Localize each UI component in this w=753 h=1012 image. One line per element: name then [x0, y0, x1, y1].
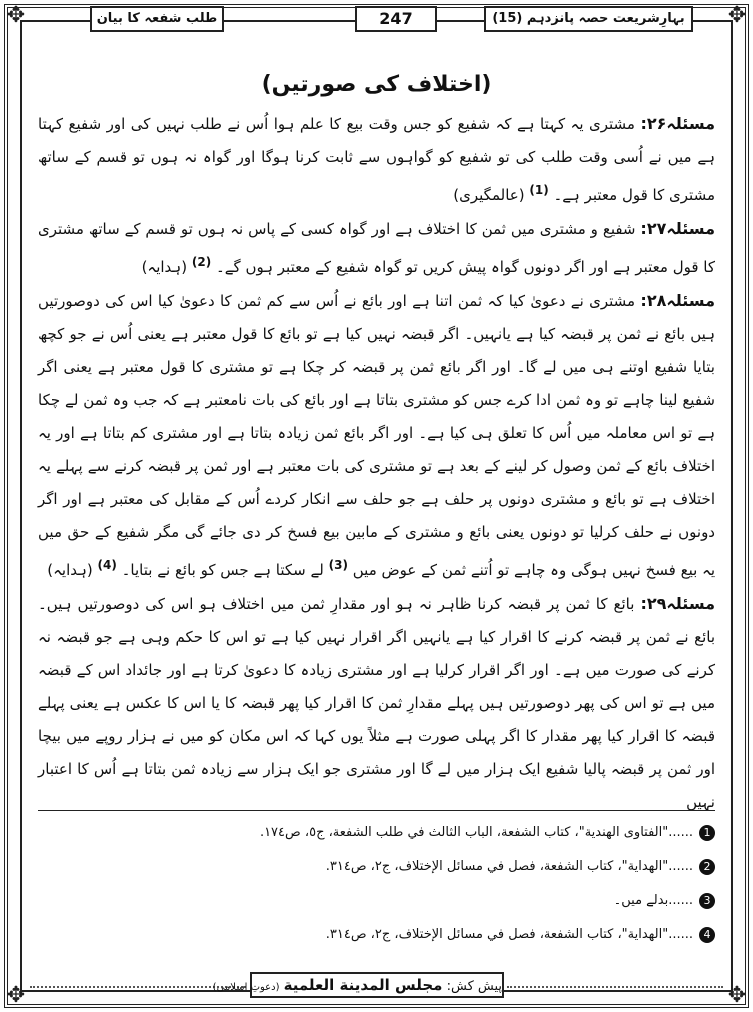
footnote-number: 4: [699, 927, 715, 943]
masala-text: شفیع و مشتری میں ثمن کا اختلاف ہے اور گواہ کسی کے پاس نہ ہوں تو قسم کے ساتھ مشتری کا قول معتبر ہے اور اگر دونوں گواہ پیش کریں تو گواہ شفیع کے معتبر ہوں گے۔: [38, 220, 715, 276]
masala-27: [38, 212, 715, 284]
masala-label: مسئلہ۲۶:: [640, 114, 715, 133]
page-header: [20, 6, 733, 30]
section-title: (اختلاف کی صورتیں): [261, 72, 492, 97]
masala-label: مسئلہ۲۹:: [640, 594, 715, 613]
footnote-divider: [38, 810, 715, 811]
page-body: [38, 72, 715, 819]
footnote-ref: (4): [97, 558, 117, 572]
footnote-number: 3: [699, 893, 715, 909]
footnote-text: ......"الهداية"، كتاب الشفعة، فصل في مسائل الإختلاف، ج٢، ص٣١٤.: [325, 859, 693, 874]
masala-label: مسئلہ۲۷:: [640, 219, 715, 238]
masala-text: مشتری یہ کہتا ہے کہ شفیع کو جس وقت بیع کا علم ہوا اُس نے طلب نہیں کی اور شفیع کہتا ہے میں نے اُسی وقت طلب کی تو شفیع کو گواہوں سے ثابت کرنا ہوگا اور گواہ نہ ہوں تو قسم کے ساتھ مشتری کا قول معتبر ہے۔: [38, 115, 715, 204]
footnote-text: ......بدلے میں۔: [613, 893, 693, 908]
footnote-item: [38, 818, 715, 847]
book-title: بہارِشریعت حصہ پانزدہم (15): [484, 6, 693, 32]
footnote-ref: (2): [191, 255, 212, 269]
masala-29: [38, 587, 715, 819]
corner-ornament-icon: ✥: [6, 983, 26, 1008]
footnote-text: ......"الهداية"، كتاب الشفعة، فصل في مسائل الإختلاف، ج٢، ص٣١٤.: [325, 927, 693, 942]
masala-text: مشتری نے دعویٰ کیا کہ ثمن اتنا ہے اور بائع نے اُس سے کم ثمن کا دعویٰ کیا اس کی دوصورتیں ہیں بائع نے ثمن پر قبضہ کیا ہے یانہیں۔ اگر قبضہ نہیں کیا ہے تو بائع کا قول معتبر ہے یعنی اُس نے جو کچھ بتایا شفیع اوتنے ہی میں لے گا۔ اور اگر بائع ثمن پر قبضہ کر چکا ہے تو مشتری کا قول معتبر ہے یعنی اگر شفیع لینا چاہے تو وہ ثمن ادا کرے جس کو مشتری بتاتا ہے اور بائع کی بات نامعتبر ہے کہ جب وہ ثمن لے چکا ہے تو اس معاملہ میں اُس کا تعلق ہی کیا ہے۔ اور اگر بائع ثمن زیادہ بتاتا ہے اور مشتری کم بتاتا ہے اور یہ اختلاف بائع کے ثمن وصول کر لینے کے بعد ہے تو مشتری کی بات معتبر ہے اور ثمن پر قبضہ کرنے سے پہلے یہ اختلاف ہے تو بائع و مشتری دونوں پر حلف ہے جو حلف سے انکار کردے اُس کے مقابل کی معتبر ہے اور اگر دونوں نے حلف کرلیا تو دونوں یعنی بائع و مشتری کے مابین بیع فسخ کر دی جائے گی مگر شفیع کے حق میں یہ بیع فسخ نہیں ہوگی وہ چاہے تو اُتنے ثمن کے عوض میں: [38, 292, 715, 579]
footer-publisher: مجلس المدينة العلمية: [283, 976, 443, 994]
chapter-title: طلب شفعہ کا بیان: [90, 6, 224, 32]
corner-ornament-icon: ✥: [727, 983, 747, 1008]
source-citation: (عالمگیری): [453, 186, 525, 204]
source-citation: (ہدایہ): [47, 561, 93, 579]
footer-presenter: پیش کش:: [446, 979, 502, 994]
masala-28: [38, 284, 715, 587]
footnote-item: [38, 920, 715, 949]
footnote-item: [38, 852, 715, 881]
masala-label: مسئلہ۲۸:: [640, 291, 715, 310]
masala-text-continued: لے سکتا ہے جس کو بائع نے بتایا۔: [121, 561, 324, 579]
footnote-text: ......"الفتاوى الهندية"، كتاب الشفعة، الباب الثالث في طلب الشفعة، ج٥، ص١٧٤.: [259, 825, 693, 840]
footnote-ref: (3): [328, 558, 348, 572]
footnote-ref: (1): [529, 183, 549, 197]
footnote-number: 2: [699, 859, 715, 875]
page-footer: [212, 972, 504, 998]
corner-ornament-icon: ✥: [727, 3, 747, 28]
masala-26: [38, 107, 715, 212]
footer-ornament-line: [507, 986, 723, 988]
footer-org: (دعوتِ اسلامی): [212, 982, 280, 993]
footnote-number: 1: [699, 825, 715, 841]
footnotes: [38, 818, 715, 954]
source-citation: (ہدایہ): [141, 258, 188, 276]
footnote-item: [38, 886, 715, 915]
masala-text: بائع کا ثمن پر قبضہ کرنا ظاہر نہ ہو اور مقدارِ ثمن میں اختلاف ہو اس کی دوصورتیں ہیں۔ بائع نے ثمن پر قبضہ کرنے کا اقرار کیا ہے یانہیں اگر اقرار نہیں کیا ہے تو اس کا حکم وہی ہے جو قبضہ نہ کرنے کی صورت میں ہے۔ اور اگر اقرار کرلیا ہے اور مشتری زیادہ کا دعویٰ کرتا ہے اور جائداد اس کے قبضہ میں ہے تو اس کی پھر دوصورتیں ہیں پہلے مقدارِ ثمن کا اقرار کیا پھر قبضہ کا یا اس کا عکس ہے یعنی پہلے قبضہ کا اقرار کیا پھر مقدار کا اگر پہلی صورت ہے مثلاً یوں کہا کہ اس مکان کو میں نے ہزار روپے میں بیچا اور ثمن پر قبضہ پالیا شفیع ایک ہزار میں لے گا اور مشتری جو ایک ہزار سے زیادہ ثمن بتاتا ہے اُس کا اعتبار نہیں: [38, 595, 715, 811]
corner-ornament-icon: ✥: [6, 3, 26, 28]
page-number: 247: [355, 6, 437, 32]
